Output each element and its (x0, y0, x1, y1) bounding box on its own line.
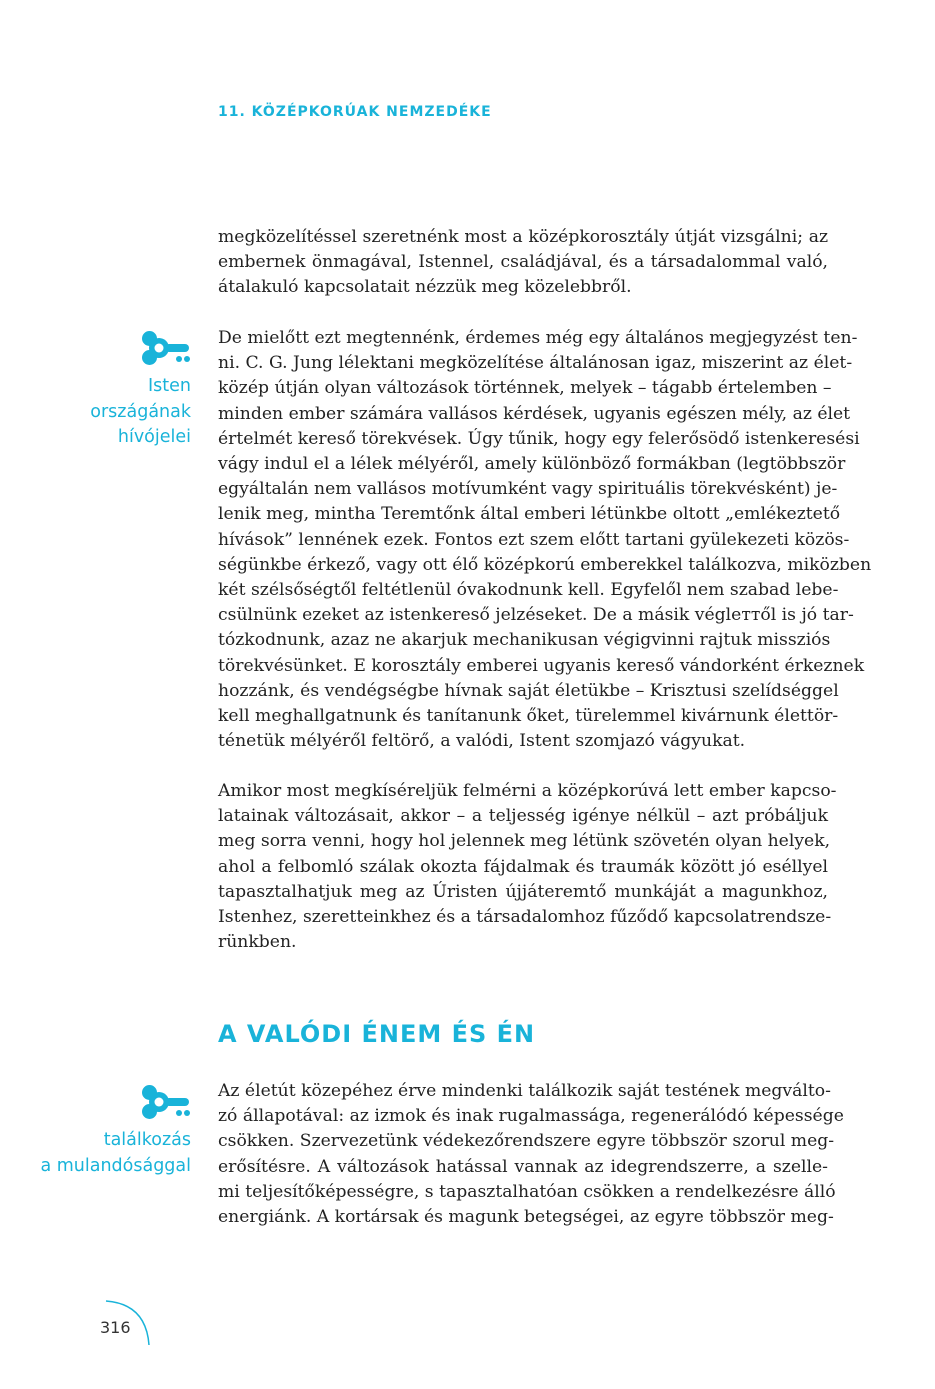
margin-note-line: hívójelei (117, 427, 191, 447)
text-line: tózkodnunk, azaz ne akarjuk mechanikusan végigvinni rajtuk missziós (218, 630, 831, 651)
margin-note-1 (90, 330, 191, 451)
text-line: ténetük mélyéről feltörő, a valódi, Istent szomjazó vágyukat. (218, 731, 746, 752)
margin-note-line: országának (90, 401, 191, 422)
running-head: 11. KÖZÉPKORÚAK NEMZEDÉKE (218, 104, 492, 120)
text-line: értelmét kereső törekvések. Úgy tűnik, hogy egy felerősödő istenkeresési (218, 428, 860, 449)
text-line: meg sorra venni, hogy hol jelennek meg létünk szövetén olyan helyek, (218, 831, 831, 852)
text-line: De mielőtt ezt megtennénk, érdemes még egy általános megjegyzést ten- (218, 328, 858, 348)
margin-note-line: Isten (148, 376, 191, 396)
paragraph-4 (218, 1079, 844, 1230)
text-line: latainak változásait, akkor – a teljesség igénye nélkül – azt próbáljuk (218, 806, 828, 827)
text-line: energiánk. A kortársak és magunk betegségei, az egyre többször meg- (218, 1207, 834, 1228)
text-line: embernek önmagával, Istennel, családjával, és a társadalommal való, (218, 252, 828, 273)
margin-note-line: a mulandósággal (40, 1155, 191, 1176)
margin-note-2 (40, 1084, 191, 1179)
text-line: ségünkbe érkező, vagy ott élő középkorú emberekkel találkozva, miközben (218, 554, 872, 575)
paragraph-2 (218, 326, 872, 754)
text-line: ahol a felbomló szálak okozta fájdalmak és traumák között jó eséllyel (218, 856, 828, 877)
text-line: mi teljesítőképességre, s tapasztalhatóan csökken a rendelkezésre álló (218, 1181, 836, 1202)
text-line: Amikor most megkíséreljük felmérni a középkorúvá lett ember kapcso- (218, 781, 837, 801)
text-line: két szélsőségtől feltétlenül óvakodnunk kell. Egyfelől nem szabad lebe- (218, 580, 839, 601)
text-line: hozzánk, és vendégségbe hívnak saját életükbe – Krisztusi szelídséggel (218, 680, 839, 701)
paragraph-3 (218, 779, 837, 955)
paragraph-1 (218, 225, 828, 301)
key-icon (141, 330, 191, 366)
text-line: minden ember számára vallásos kérdések, ugyanis egészen mély, az élet (218, 403, 851, 424)
key-icon (141, 1084, 191, 1120)
text-line: kell meghallgatnunk és tanítanunk őket, türelemmel kivárnunk élettör- (218, 706, 839, 727)
text-line: átalakuló kapcsolatait nézzük meg közelebbről. (218, 277, 632, 298)
text-line: csökken. Szervezetünk védekezőrendszere egyre többször szorul meg- (218, 1131, 835, 1152)
text-line: zó állapotával: az izmok és inak rugalmassága, regenerálódó képessége (218, 1106, 844, 1127)
text-line: ni. C. G. Jung lélektani megközelítése általánosan igaz, miszerint az élet- (218, 353, 853, 374)
section-heading: A VALÓDI ÉNEM ÉS ÉN (218, 1020, 536, 1048)
text-line: közép útján olyan változások történnek, melyek – tágabb értelemben – (218, 378, 832, 399)
text-line: lenik meg, mintha Teremtőnk által emberi létünkbe oltott „emlékeztető (218, 504, 841, 525)
text-line: törekvésünket. E korosztály emberei ugyanis kereső vándorként érkeznek (218, 655, 865, 676)
page-number: 316 (100, 1318, 131, 1337)
text-line: rünkben. (218, 932, 297, 953)
text-line: vágy indul el a lélek mélyéről, amely különböző formákban (legtöbbször (218, 454, 846, 475)
text-line: megközelítéssel szeretnénk most a középkorosztály útját vizsgálni; az (218, 227, 828, 247)
text-line: tapasztalhatjuk meg az Úristen újjáteremtő munkáját a magunkhoz, (218, 881, 828, 902)
text-line: egyáltalán nem vallásos motívumként vagy spirituális törekvésként) je- (218, 479, 838, 500)
margin-note-line: találkozás (103, 1130, 191, 1150)
text-line: csülnünk ezeket az istenkereső jelzéseket. De a másik végleттől is jó tar- (218, 605, 854, 626)
text-line: Istenhez, szeretteinkhez és a társadalomhoz fűződő kapcsolatrendsze- (218, 907, 832, 928)
text-line: Az életút közepéhez érve mindenki találkozik saját testének megválto- (218, 1081, 831, 1101)
text-line: hívások” lennének ezek. Fontos ezt szem előtt tartani gyülekezeti közös- (218, 529, 850, 550)
text-line: erősítésre. A változások hatással vannak az idegrendszerre, a szelle- (218, 1156, 828, 1177)
